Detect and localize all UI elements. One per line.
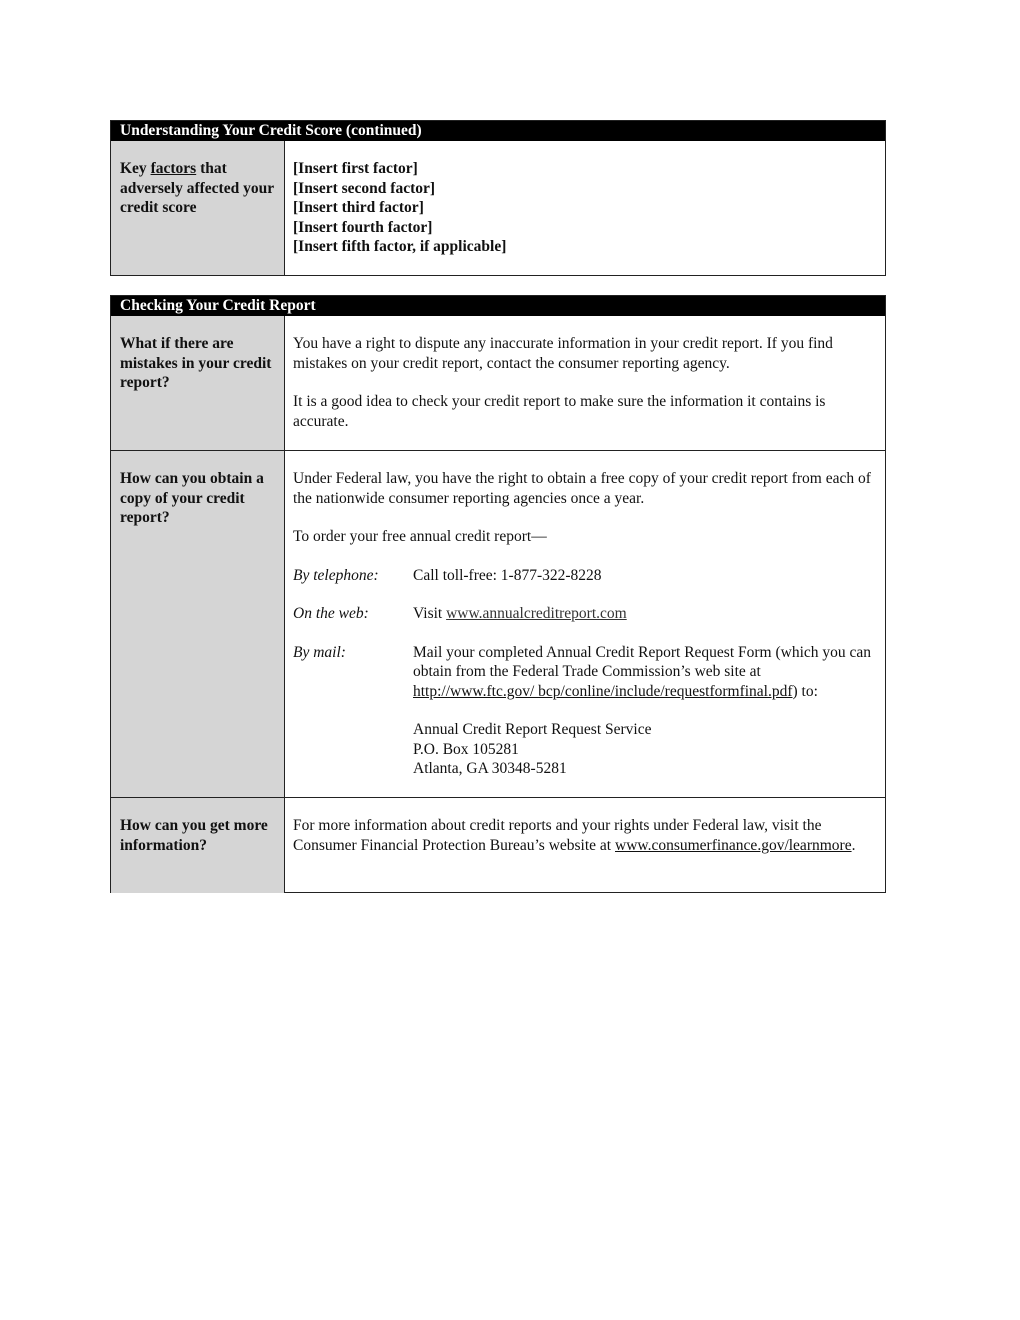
annualcreditreport-link[interactable]: www.annualcreditreport.com [446, 605, 627, 622]
obtain-para-2: To order your free annual credit report— [293, 528, 547, 545]
more-info-row [111, 797, 885, 893]
web-method: On the web: Visit www.annualcreditreport.com [293, 605, 627, 622]
telephone-method [293, 566, 876, 586]
address-line: Atlanta, GA 30348-5281 [413, 760, 567, 777]
factor-item: [Insert fourth factor] [293, 218, 433, 236]
mistakes-para-2: It is a good idea to check your credit report to make sure the information it contains is accurate. [293, 393, 826, 430]
address-line: Annual Credit Report Request Service [413, 721, 652, 738]
key-factors-label: Key factors that adversely affected your credit score [111, 141, 285, 275]
section-header-credit-report: Checking Your Credit Report [111, 296, 885, 316]
more-info-label: How can you get more information? [111, 798, 285, 893]
factor-item: [Insert second factor] [293, 179, 436, 197]
mail-method: By mail: Mail your completed Annual Credit Report Request Form (which you can obtain from the Federal Trade Commission’s web site at http://www.ftc.gov/ bcp/conline/include/requestformfinal.pdf) to: [293, 643, 872, 700]
more-info-content: For more information about credit reports and your rights under Federal law, visit the Consumer Financial Protection Bureau’s website at www.consumerfinance.gov/learnmore. [293, 817, 856, 854]
key-factors-list [285, 141, 885, 275]
mail-label: By mail: [293, 643, 346, 661]
factor-item: [Insert first factor] [293, 160, 418, 177]
address-line: P.O. Box 105281 [413, 740, 519, 758]
obtain-content [285, 451, 885, 797]
factor-item: [Insert third factor] [293, 199, 424, 216]
mailing-address [413, 720, 876, 779]
web-label: On the web: [293, 605, 369, 622]
key-factors-row [111, 141, 885, 275]
credit-score-section [110, 120, 886, 276]
mistakes-para-1: You have a right to dispute any inaccurate information in your credit report. If you find mistakes on your credit report, contact the consumer reporting agency. [293, 335, 833, 372]
mistakes-content [285, 316, 885, 450]
obtain-para-1: Under Federal law, you have the right to obtain a free copy of your credit report from each of the nationwide consumer reporting agencies once a year. [293, 470, 871, 507]
obtain-label: How can you obtain a copy of your credit report? [111, 451, 285, 797]
telephone-value: Call toll-free: 1-877-322-8228 [413, 566, 602, 584]
mistakes-row [111, 316, 885, 450]
mistakes-label: What if there are mistakes in your credit report? [111, 316, 285, 450]
obtain-row [111, 450, 885, 797]
credit-report-section [110, 295, 886, 893]
factors-underlined: factors [150, 160, 197, 177]
telephone-label: By telephone: [293, 566, 379, 584]
factor-item: [Insert fifth factor, if applicable] [293, 238, 507, 255]
ftc-form-link[interactable]: http://www.ftc.gov/ bcp/conline/include/requestformfinal.pdf [413, 682, 793, 700]
section-header-credit-score: Understanding Your Credit Score (continued) [111, 121, 885, 141]
consumerfinance-link[interactable]: www.consumerfinance.gov/learnmore [615, 836, 852, 854]
